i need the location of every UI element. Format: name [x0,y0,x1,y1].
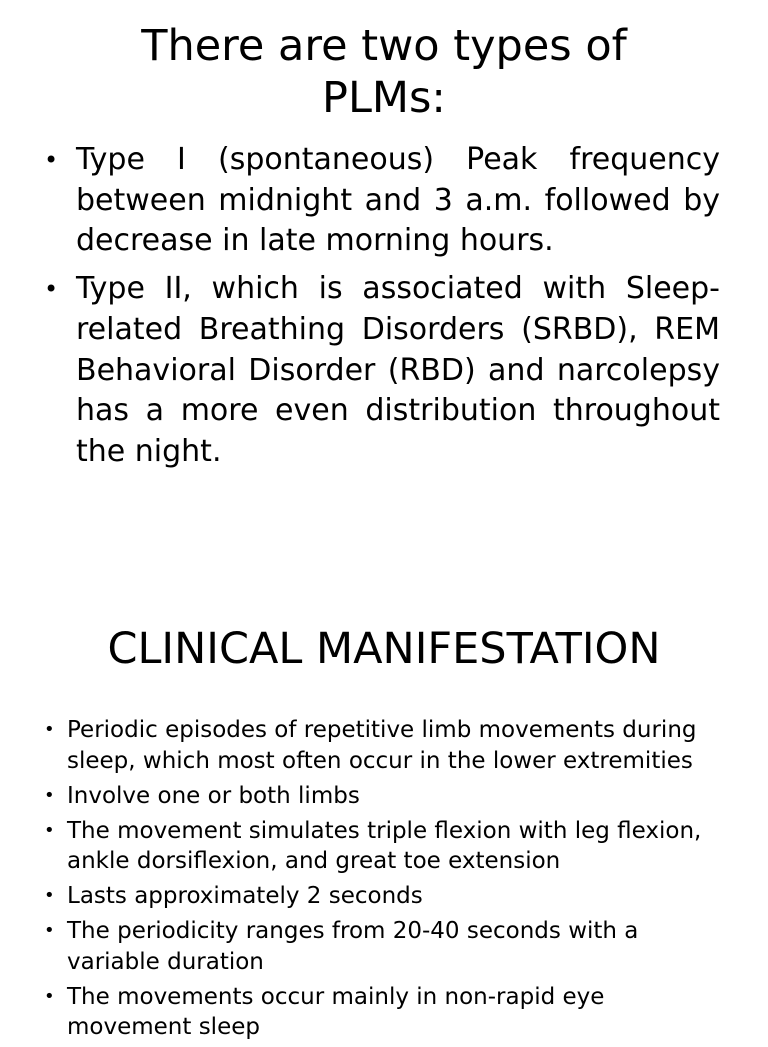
bullet-icon: • [44,719,55,740]
list-item-text: Lasts approximately 2 seconds [67,883,423,909]
slide-title-plm-types [60,20,708,124]
bullet-icon: • [44,146,59,174]
bullet-icon: • [44,885,55,906]
list-item [44,881,734,912]
list-item-text: Involve one or both limbs [67,782,360,809]
bullet-icon: • [44,784,55,806]
list-item-text: Periodic episodes of repetitive limb movements during sleep, which most often occur in the lower extremities [67,717,697,774]
list-item [44,982,734,1043]
list-item [44,715,734,776]
bullet-icon: • [44,819,55,841]
list-item [44,816,734,877]
clinical-manifestation-list [44,715,734,1047]
bullet-icon: • [44,985,55,1007]
title-line-1: There are two types of [141,21,627,71]
list-item [44,916,734,977]
list-item-text: Type I (spontaneous) Peak frequency between midnight and 3 a.m. followed by decrease in late morning hours. [76,142,720,259]
list-item-text: The movement simulates triple flexion with leg flexion, ankle dorsiflexion, and great toe extension [67,817,702,874]
list-item-text: Type II, which is associated with Sleep-related Breathing Disorders (SRBD), REM Behavioral Disorder (RBD) and narcolepsy has a more even distribution throughout the night. [76,271,720,469]
slide-title-clinical-manifestation: CLINICAL MANIFESTATION [107,624,661,674]
list-item [44,140,720,262]
bullet-icon: • [44,920,55,941]
title-line-2: PLMs: [322,73,446,123]
list-item [44,269,720,473]
bullet-icon: • [44,275,59,304]
list-item-text: The movements occur mainly in non-rapid eye movement sleep [67,983,605,1040]
list-item-text: The periodicity ranges from 20-40 seconds with a variable duration [67,918,639,975]
plm-types-list [44,140,720,480]
list-item [44,781,734,812]
